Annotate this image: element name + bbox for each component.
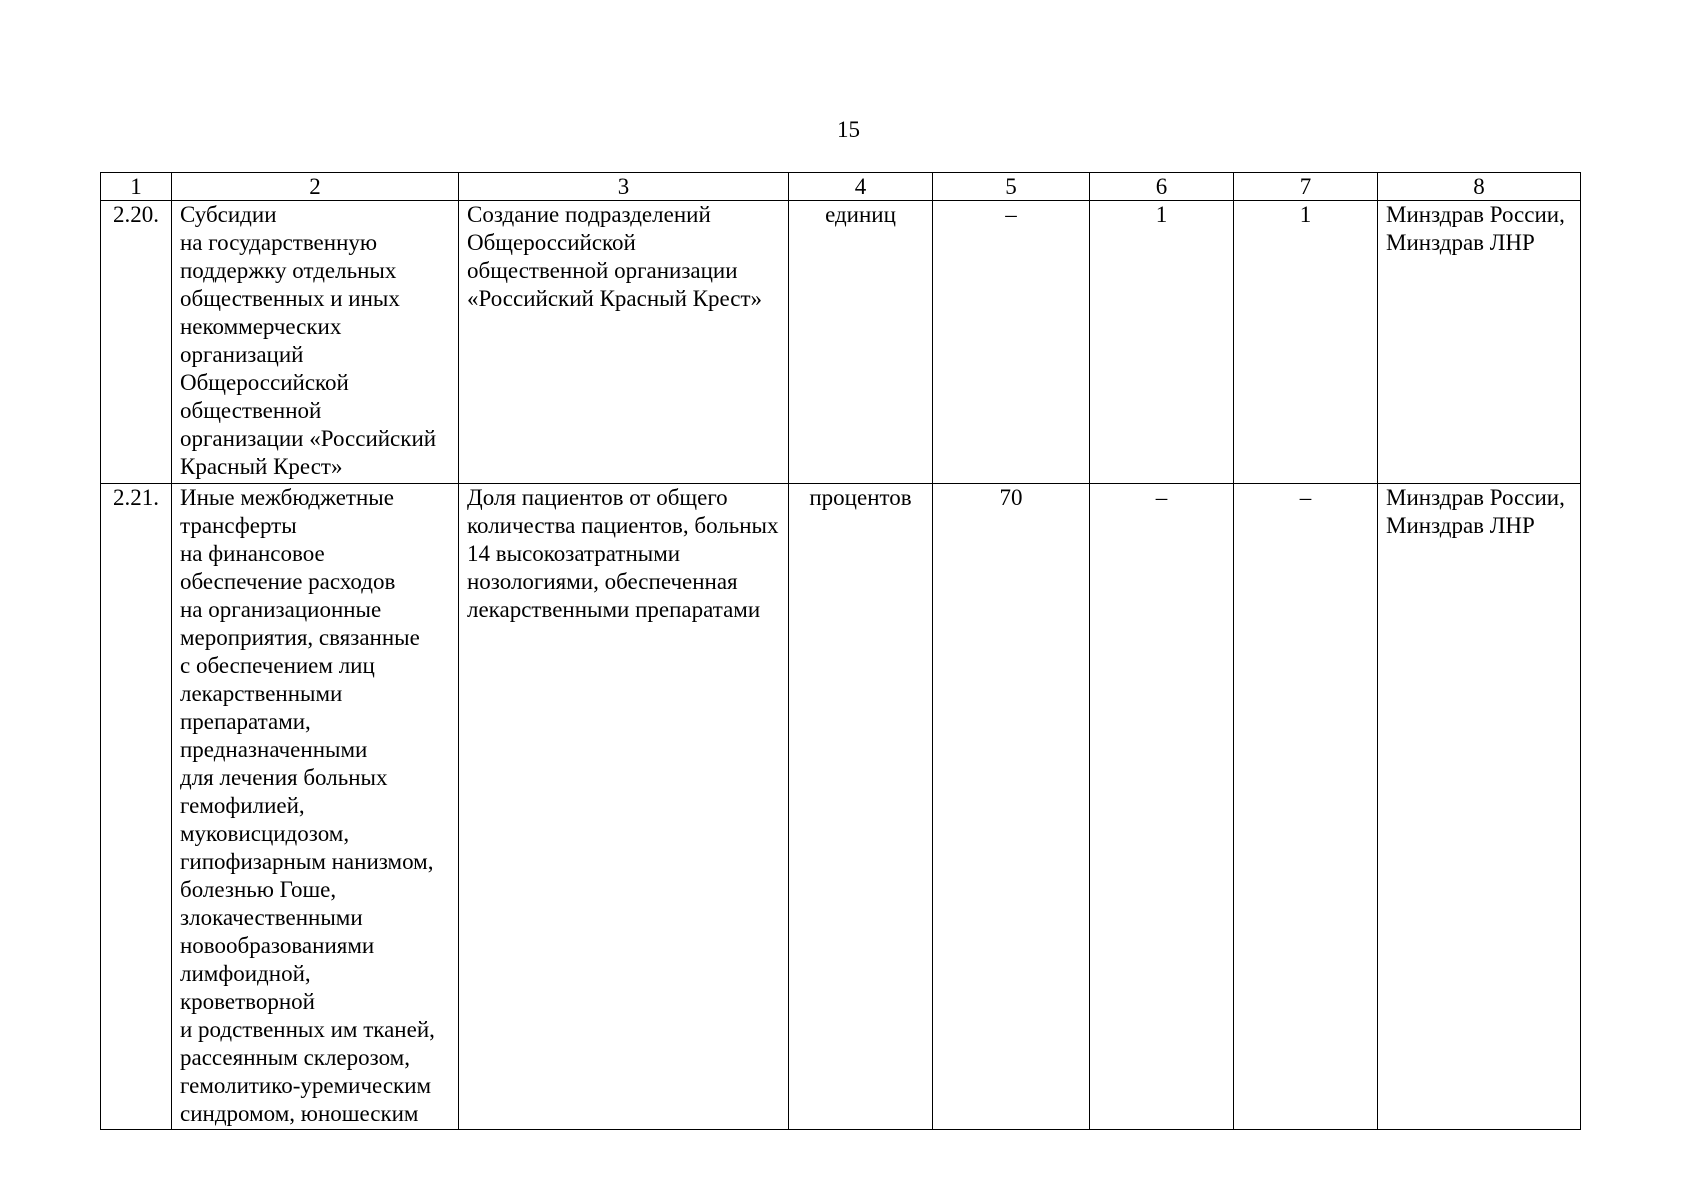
column-header: 3 xyxy=(459,173,789,201)
column-header: 1 xyxy=(101,173,172,201)
responsible-cell: Минздрав России, Минздрав ЛНР xyxy=(1378,201,1581,484)
indicator-cell: Доля пациентов от общего количества пациентов, больных 14 высокозатратными нозологиями, обеспеченная лекарственными препаратами xyxy=(459,484,789,1130)
measure-name-cell: Иные межбюджетные трансферты на финансовое обеспечение расходов на организационные мероприятия, связанные с обеспечением лиц лекарственными препаратами, предназначенными для лечения больных гемофилией, муковисцидозом, гипофизарным нанизмом, болезнью Гоше, злокачественными новообразованиями лимфоидной, кроветворной и родственных им тканей, рассеянным склерозом, гемолитико-уремическим синдромом, юношеским xyxy=(172,484,459,1130)
table-row xyxy=(101,201,1581,484)
measure-name-cell: Субсидии на государственную поддержку отдельных общественных и иных некоммерческих организаций Общероссийской общественной организации «Российский Красный Крест» xyxy=(172,201,459,484)
column-header: 4 xyxy=(789,173,933,201)
document-table xyxy=(100,172,1581,1130)
column-header: 6 xyxy=(1090,173,1234,201)
column-header: 8 xyxy=(1378,173,1581,201)
value-cell-col7: – xyxy=(1234,484,1378,1130)
column-header: 7 xyxy=(1234,173,1378,201)
value-cell-col7: 1 xyxy=(1234,201,1378,484)
value-cell-col5: – xyxy=(933,201,1090,484)
table-row xyxy=(101,484,1581,1130)
page-number: 15 xyxy=(837,117,860,142)
column-header: 2 xyxy=(172,173,459,201)
value-cell-col5: 70 xyxy=(933,484,1090,1130)
row-number: 2.20. xyxy=(101,201,172,484)
value-cell-col6: – xyxy=(1090,484,1234,1130)
row-number: 2.21. xyxy=(101,484,172,1130)
indicator-cell: Создание подразделений Общероссийской общественной организации «Российский Красный Крест» xyxy=(459,201,789,484)
value-cell-col6: 1 xyxy=(1090,201,1234,484)
column-header: 5 xyxy=(933,173,1090,201)
responsible-cell: Минздрав России, Минздрав ЛНР xyxy=(1378,484,1581,1130)
unit-cell: процентов xyxy=(789,484,933,1130)
table-header-row xyxy=(101,173,1581,201)
unit-cell: единиц xyxy=(789,201,933,484)
